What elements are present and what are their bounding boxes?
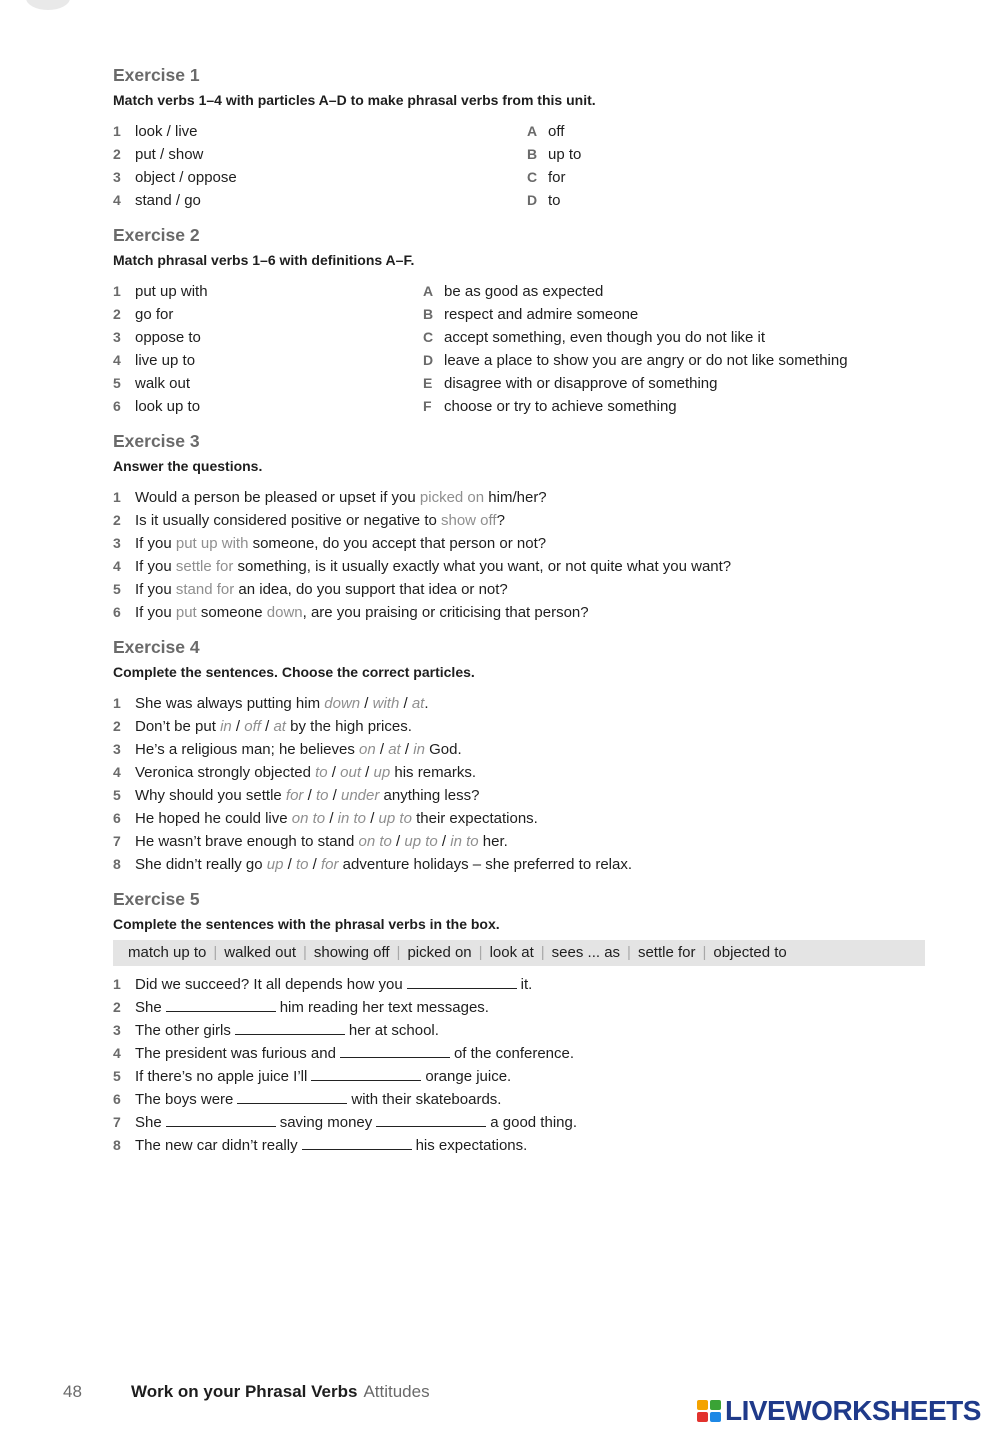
item-number: 6 xyxy=(113,810,121,826)
item-text: put up with xyxy=(135,283,208,300)
sentence-text: his remarks. xyxy=(390,764,477,781)
gap-fill-item xyxy=(113,1111,933,1134)
option-letter: A xyxy=(423,283,434,299)
option-text: off xyxy=(548,123,565,140)
particle-option[interactable]: up xyxy=(373,764,391,781)
exercise-3-instruction: Answer the questions. xyxy=(113,458,263,474)
gap-fill-item xyxy=(113,1019,933,1042)
particle-option[interactable]: on to xyxy=(291,810,326,827)
definition-option xyxy=(423,280,603,303)
option-letter: D xyxy=(527,192,538,208)
item-text: oppose to xyxy=(135,329,201,346)
option-text: leave a place to show you are angry or do not like something xyxy=(444,352,848,369)
sentence-text: by the high prices. xyxy=(285,718,412,735)
list-item xyxy=(113,303,933,326)
sentence-text: anything less? xyxy=(379,787,480,804)
word-box-item[interactable]: objected to xyxy=(713,944,787,961)
item-text: object / oppose xyxy=(135,169,237,186)
item-text: go for xyxy=(135,306,174,323)
option-text: disagree with or disapprove of something xyxy=(444,375,718,392)
answer-blank[interactable] xyxy=(340,1043,450,1058)
definition-option xyxy=(423,349,848,372)
match-option xyxy=(527,143,581,166)
particle-option[interactable]: up to xyxy=(404,833,438,850)
sentence-text: She xyxy=(135,1114,162,1131)
question-text: something, is it usually exactly what you want, or not quite what you want? xyxy=(233,558,732,575)
phrasal-verb-highlight: settle for xyxy=(175,558,234,575)
option-letter: F xyxy=(423,398,432,414)
particle-option[interactable]: down xyxy=(324,695,361,712)
sentence-text: She didn’t really go xyxy=(135,856,267,873)
list-item xyxy=(113,372,933,395)
book-title: Work on your Phrasal Verbs xyxy=(131,1382,358,1401)
option-letter: B xyxy=(423,306,434,322)
answer-blank[interactable] xyxy=(311,1066,421,1081)
item-text: stand / go xyxy=(135,192,201,209)
list-item xyxy=(113,143,933,166)
item-number: 7 xyxy=(113,833,121,849)
option-letter: C xyxy=(423,329,434,345)
item-number: 2 xyxy=(113,146,121,162)
word-box-item[interactable]: sees ... as xyxy=(551,944,621,961)
sentence-text: The boys were xyxy=(135,1091,234,1108)
answer-blank[interactable] xyxy=(407,974,517,989)
particle-option[interactable]: in to xyxy=(337,810,367,827)
exercise-2-instruction: Match phrasal verbs 1–6 with definitions A–F. xyxy=(113,252,415,268)
list-item xyxy=(113,189,933,212)
answer-blank[interactable] xyxy=(376,1112,486,1127)
option-text: accept something, even though you do not like it xyxy=(444,329,766,346)
word-box-separator: | xyxy=(627,944,631,961)
definition-option xyxy=(423,326,765,349)
sentence-text: orange juice. xyxy=(425,1068,512,1085)
sentence-item: 5 Why should you settle for / to / under anything less? xyxy=(113,784,933,807)
word-box-separator: | xyxy=(396,944,401,961)
liveworksheets-logo[interactable] xyxy=(697,1394,981,1428)
word-box xyxy=(113,940,925,966)
particle-option[interactable]: in xyxy=(413,741,425,758)
sentence-item: 8 She didn’t really go up / to / for adventure holidays – she preferred to relax. xyxy=(113,853,933,876)
gap-fill-item xyxy=(113,1088,933,1111)
item-number: 3 xyxy=(113,1022,121,1038)
item-number: 1 xyxy=(113,695,121,711)
exercise-5-instruction: Complete the sentences with the phrasal verbs in the box. xyxy=(113,916,500,932)
question-item xyxy=(113,601,933,624)
question-text: If you xyxy=(135,558,176,575)
exercise-1-instruction: Match verbs 1–4 with particles A–D to make phrasal verbs from this unit. xyxy=(113,92,596,108)
question-text: someone xyxy=(196,604,267,621)
item-number: 5 xyxy=(113,375,121,391)
word-box-item[interactable]: walked out xyxy=(224,944,297,961)
phrasal-verb-highlight: put xyxy=(175,604,197,621)
sentence-item: 4 Veronica strongly objected to / out / up his remarks. xyxy=(113,761,933,784)
gap-fill-item xyxy=(113,1134,933,1157)
exercise-3-title: Exercise 3 xyxy=(113,431,200,451)
list-item xyxy=(113,349,933,372)
sentence-text: adventure holidays – she preferred to relax. xyxy=(338,856,633,873)
option-letter: C xyxy=(527,169,538,185)
sentence-text: Don’t be put xyxy=(135,718,221,735)
item-number: 3 xyxy=(113,535,121,551)
particle-option[interactable]: for xyxy=(320,856,339,873)
question-text: ? xyxy=(496,512,505,529)
logo-square xyxy=(697,1400,708,1410)
item-text: put / show xyxy=(135,146,204,163)
item-number: 5 xyxy=(113,1068,121,1084)
particle-option[interactable]: to xyxy=(295,856,309,873)
particle-option[interactable]: with xyxy=(372,695,400,712)
sentence-text: He wasn’t brave enough to stand xyxy=(135,833,359,850)
word-box-item[interactable]: settle for xyxy=(637,944,696,961)
particle-option[interactable]: on xyxy=(359,741,376,758)
logo-square xyxy=(697,1412,708,1422)
sentence-text: . xyxy=(424,695,429,712)
word-box-separator: | xyxy=(702,944,707,961)
logo-text: LIVEWORKSHEETS xyxy=(725,1395,981,1426)
option-letter: E xyxy=(423,375,433,391)
question-item xyxy=(113,509,933,532)
question-item xyxy=(113,555,933,578)
question-text: him/her? xyxy=(484,489,547,506)
particle-option[interactable]: on to xyxy=(358,833,392,850)
list-item xyxy=(113,326,933,349)
item-number: 2 xyxy=(113,718,121,734)
item-number: 2 xyxy=(113,999,121,1015)
question-text: If you xyxy=(135,604,176,621)
sentence-item: 7 He wasn’t brave enough to stand on to / up to / in to her. xyxy=(113,830,933,853)
option-letter: B xyxy=(527,146,538,162)
option-text: up to xyxy=(548,146,582,163)
item-number: 6 xyxy=(113,604,121,620)
sentence-text: a good thing. xyxy=(490,1114,578,1131)
sentence-item: 3 He’s a religious man; he believes on / at / in God. xyxy=(113,738,933,761)
phrasal-verb-highlight: show off xyxy=(441,512,497,529)
answer-blank[interactable] xyxy=(235,1020,345,1035)
option-text: to xyxy=(548,192,561,209)
exercise-3 xyxy=(113,428,933,624)
gap-fill-item xyxy=(113,973,933,996)
word-box-separator: | xyxy=(303,944,307,961)
page-number: 48 xyxy=(63,1382,82,1401)
item-number: 4 xyxy=(113,558,121,574)
particle-option[interactable]: off xyxy=(244,718,261,735)
word-box-separator: | xyxy=(540,944,545,961)
question-text: someone, do you accept that person or not? xyxy=(248,535,547,552)
list-item xyxy=(113,120,933,143)
particle-option[interactable]: to xyxy=(315,787,329,804)
definition-option xyxy=(423,395,677,418)
list-item xyxy=(113,395,933,418)
phrasal-verb-highlight: put up with xyxy=(175,535,249,552)
option-text: respect and admire someone xyxy=(444,306,639,323)
item-number: 1 xyxy=(113,489,121,505)
sentence-text: it. xyxy=(520,976,533,993)
question-item xyxy=(113,578,933,601)
match-option xyxy=(527,166,566,189)
sentence-text: God. xyxy=(424,741,462,758)
option-text: for xyxy=(548,169,566,186)
item-number: 3 xyxy=(113,169,121,185)
item-number: 1 xyxy=(113,123,121,139)
particle-option[interactable]: at xyxy=(411,695,425,712)
particle-option[interactable]: at xyxy=(273,718,286,735)
answer-blank[interactable] xyxy=(237,1089,347,1104)
item-number: 4 xyxy=(113,352,121,368)
sentence-text: The other girls xyxy=(135,1022,231,1039)
phrasal-verb-highlight: picked on xyxy=(419,489,485,506)
unit-topic: Attitudes xyxy=(363,1382,430,1401)
question-item xyxy=(113,486,933,509)
particle-option[interactable]: for xyxy=(285,787,304,804)
sentence-text: She xyxy=(135,999,162,1016)
question-text: If you xyxy=(135,535,176,552)
particle-option[interactable]: to xyxy=(315,764,328,781)
sentence-text: saving money xyxy=(279,1114,373,1131)
item-number: 8 xyxy=(113,1137,121,1153)
word-box-separator: | xyxy=(478,944,483,961)
item-text: walk out xyxy=(135,375,191,392)
sentence-text: The new car didn’t really xyxy=(135,1137,298,1154)
sentence-item: 6 He hoped he could live on to / in to / up to their expectations. xyxy=(113,807,933,830)
item-text: look up to xyxy=(135,398,201,415)
page-footer xyxy=(63,1378,430,1406)
gap-fill-item xyxy=(113,1042,933,1065)
item-number: 8 xyxy=(113,856,121,872)
definition-option xyxy=(423,372,718,395)
exercise-4-instruction: Complete the sentences. Choose the correct particles. xyxy=(113,664,475,680)
worksheet-page xyxy=(113,62,933,1167)
sentence-text: If there’s no apple juice I’ll xyxy=(135,1068,308,1085)
item-text: look / live xyxy=(135,123,198,140)
exercise-2-title: Exercise 2 xyxy=(113,225,200,245)
item-number: 5 xyxy=(113,787,121,803)
question-text: If you xyxy=(135,581,176,598)
phrasal-verb-highlight: stand for xyxy=(175,581,235,598)
answer-blank[interactable] xyxy=(166,997,276,1012)
item-number: 4 xyxy=(113,1045,121,1061)
exercise-4 xyxy=(113,634,933,876)
question-text: , are you praising or criticising that person? xyxy=(302,604,589,621)
option-text: be as good as expected xyxy=(444,283,604,300)
answer-blank[interactable] xyxy=(302,1135,412,1150)
particle-option[interactable]: up to xyxy=(378,810,412,827)
item-number: 2 xyxy=(113,512,121,528)
sentence-item: 2 Don’t be put in / off / at by the high prices. xyxy=(113,715,933,738)
word-box-item[interactable]: look at xyxy=(489,944,534,961)
sentence-text: her at school. xyxy=(348,1022,439,1039)
exercise-4-title: Exercise 4 xyxy=(113,637,200,657)
item-number: 7 xyxy=(113,1114,121,1130)
gap-fill-item xyxy=(113,996,933,1019)
question-text: Is it usually considered positive or negative to xyxy=(135,512,441,529)
logo-blocks-icon xyxy=(697,1400,721,1422)
phrasal-verb-highlight: down xyxy=(266,604,303,621)
word-box-item[interactable]: showing off xyxy=(313,944,390,961)
question-text: Would a person be pleased or upset if you xyxy=(135,489,420,506)
item-number: 2 xyxy=(113,306,121,322)
exercise-1 xyxy=(113,62,933,212)
list-item xyxy=(113,166,933,189)
match-option xyxy=(527,120,564,143)
item-number: 4 xyxy=(113,764,121,780)
sentence-text: their expectations. xyxy=(411,810,538,827)
sentence-item: 1 She was always putting him down / with / at. xyxy=(113,692,933,715)
exercise-2 xyxy=(113,222,933,418)
option-letter: A xyxy=(527,123,538,139)
logo-square xyxy=(710,1400,721,1410)
particle-option[interactable]: under xyxy=(340,787,380,804)
sentence-text: with their skateboards. xyxy=(351,1091,502,1108)
question-text: an idea, do you support that idea or not? xyxy=(234,581,508,598)
item-number: 1 xyxy=(113,283,121,299)
sentence-text: her. xyxy=(478,833,508,850)
sentence-text: She was always putting him xyxy=(135,695,325,712)
exercise-1-title: Exercise 1 xyxy=(113,65,200,85)
sentence-text: He hoped he could live xyxy=(135,810,292,827)
sentence-text: of the conference. xyxy=(453,1045,575,1062)
particle-option[interactable]: out xyxy=(340,764,362,781)
sentence-text: Why should you settle xyxy=(135,787,286,804)
sentence-text: Veronica strongly objected xyxy=(135,764,316,781)
sentence-text: The president was furious and xyxy=(135,1045,336,1062)
word-box-item[interactable]: match up to xyxy=(128,944,207,961)
list-item xyxy=(113,280,933,303)
question-item xyxy=(113,532,933,555)
item-number: 3 xyxy=(113,329,121,345)
particle-option[interactable]: at xyxy=(388,741,401,758)
sentence-text: his expectations. xyxy=(415,1137,528,1154)
word-box-item[interactable]: picked on xyxy=(407,944,472,961)
definition-option xyxy=(423,303,638,326)
logo-square xyxy=(710,1412,721,1422)
exercise-5-title: Exercise 5 xyxy=(113,889,200,909)
particle-option[interactable]: in to xyxy=(450,833,479,850)
sentence-text: him reading her text messages. xyxy=(279,999,489,1016)
answer-blank[interactable] xyxy=(166,1112,276,1127)
item-number: 6 xyxy=(113,398,121,414)
corner-mark xyxy=(26,0,70,10)
particle-option[interactable]: up xyxy=(266,856,284,873)
item-number: 6 xyxy=(113,1091,121,1107)
sentence-text: He’s a religious man; he believes xyxy=(135,741,360,758)
option-letter: D xyxy=(423,352,434,368)
sentence-text: Did we succeed? It all depends how you xyxy=(135,976,403,993)
match-option xyxy=(527,189,561,212)
item-text: live up to xyxy=(135,352,196,369)
item-number: 1 xyxy=(113,976,121,992)
word-box-separator: | xyxy=(213,944,218,961)
particle-option[interactable]: in xyxy=(220,718,232,735)
item-number: 3 xyxy=(113,741,121,757)
item-number: 4 xyxy=(113,192,121,208)
gap-fill-item xyxy=(113,1065,933,1088)
exercise-5 xyxy=(113,886,933,1157)
option-text: choose or try to achieve something xyxy=(444,398,677,415)
item-number: 5 xyxy=(113,581,121,597)
